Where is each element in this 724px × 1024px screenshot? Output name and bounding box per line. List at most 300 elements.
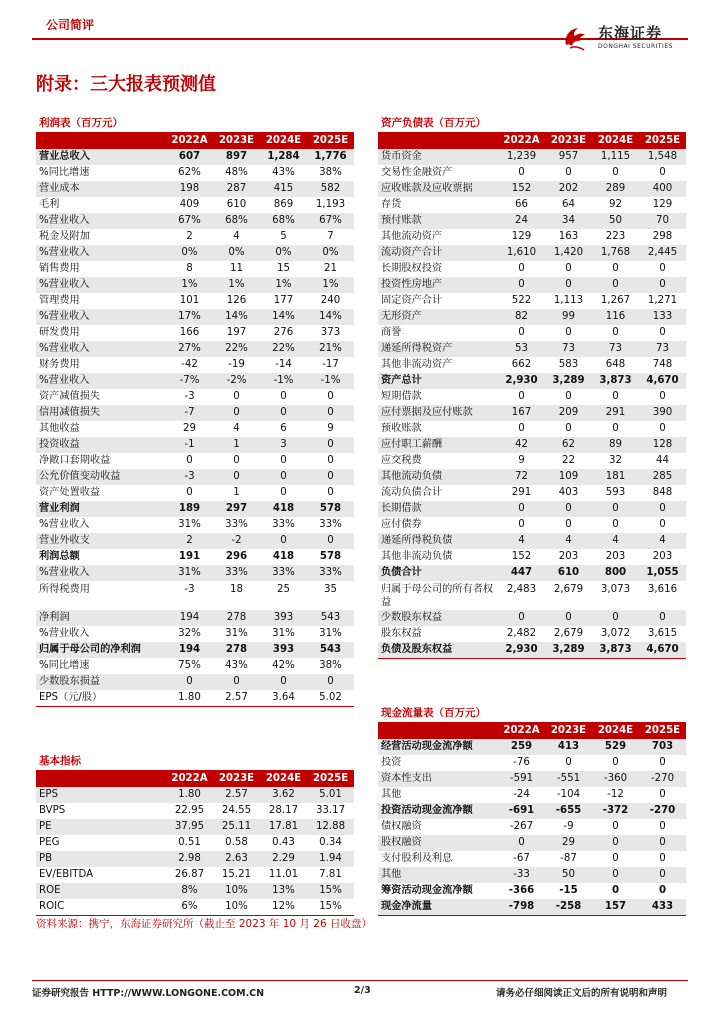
table-row (378, 755, 686, 771)
row-label: 现金净流量 (378, 899, 498, 916)
data-source-note: 资料来源：携宁，东海证券研究所（截止至 2023 年 10 月 26 日收盘） (36, 918, 372, 930)
cell-value: 33% (272, 518, 295, 530)
header-blank (378, 132, 498, 149)
cell-value: 33% (213, 565, 260, 581)
row-label: 应付票据及应付账款 (378, 405, 498, 421)
cell-value: 0 (260, 469, 307, 485)
cell-value: 1.80 (166, 787, 213, 803)
cell-value: 0 (307, 533, 354, 549)
cell-value: 10% (213, 899, 260, 916)
cell-value: 203 (605, 550, 626, 562)
table-row (36, 197, 354, 213)
column-header: 2024E (260, 132, 307, 149)
cell-value: 240 (320, 294, 341, 306)
cell-value: -551 (545, 771, 592, 787)
cell-value: 32 (609, 454, 622, 466)
cell-value: 4 (233, 230, 240, 242)
cell-value: -1% (307, 373, 354, 389)
column-header: 2022A (498, 132, 545, 149)
cell-value: 128 (639, 437, 686, 453)
table-row (36, 835, 354, 851)
cell-value: 403 (558, 486, 579, 498)
table-row (378, 771, 686, 787)
table-row (36, 453, 354, 469)
cell-value: 848 (652, 486, 673, 498)
cell-value: 42 (498, 437, 545, 453)
report-type-label: 公司简评 (46, 18, 95, 32)
page-title: 附录：三大报表预测值 (36, 74, 216, 95)
cell-value: 9 (518, 454, 525, 466)
cell-value: 75% (178, 659, 201, 671)
column-header: 2022A (166, 132, 213, 149)
cell-value: -42 (181, 358, 198, 370)
cell-value: 1,284 (260, 149, 307, 165)
table-row (378, 787, 686, 803)
row-label: %营业收入 (36, 277, 166, 293)
cell-value: 66 (515, 198, 528, 210)
cell-value: 400 (639, 181, 686, 197)
cell-value: 4 (592, 533, 639, 549)
cell-value: 25.11 (213, 819, 260, 835)
cell-value: 0 (233, 390, 240, 402)
cell-value: 12.88 (307, 819, 354, 835)
table-row (36, 261, 354, 277)
cell-value: -19 (228, 358, 245, 370)
table-row (378, 245, 686, 261)
cell-value: 67% (166, 213, 213, 229)
table-title-row (378, 705, 686, 722)
cell-value: 0 (612, 820, 619, 832)
row-label: 其他 (378, 867, 498, 883)
table-row (36, 899, 354, 916)
cell-value: 0 (186, 454, 193, 466)
row-label: ROIC (36, 899, 166, 916)
row-label: 固定资产合计 (381, 294, 443, 306)
cell-value: 33.17 (315, 804, 346, 816)
cell-value: 2.29 (260, 851, 307, 867)
cell-value: 0 (565, 166, 572, 178)
cell-value: 166 (179, 326, 200, 338)
cell-value: 0 (545, 501, 592, 517)
table-row (378, 341, 686, 357)
cell-value: -366 (508, 884, 535, 896)
cell-value: 7.81 (319, 868, 342, 880)
cell-value: 2,930 (498, 642, 545, 659)
cell-value: 10% (213, 883, 260, 899)
row-label: 预付账款 (378, 213, 498, 229)
cell-value: 3.64 (260, 690, 307, 707)
table-title-row (36, 115, 354, 132)
table-row (378, 517, 686, 533)
cell-value: 24.55 (221, 804, 252, 816)
table-row (378, 581, 686, 610)
cell-value: 0 (260, 533, 307, 549)
cell-value: 800 (592, 565, 639, 581)
table-row (378, 293, 686, 309)
cell-value: 116 (592, 309, 639, 325)
table-title: 利润表（百万元） (36, 115, 354, 132)
cell-value: 26.87 (174, 868, 205, 880)
row-label: %同比增速 (39, 166, 90, 178)
cell-value: 0 (612, 756, 619, 768)
cell-value: 0% (307, 245, 354, 261)
table-row (36, 658, 354, 674)
table-row (36, 181, 354, 197)
cell-value: 0 (659, 390, 666, 402)
cell-value: 1,768 (592, 245, 639, 261)
cell-value: 278 (213, 610, 260, 626)
table-row (378, 549, 686, 565)
balance-sheet-table (378, 115, 686, 659)
table-row (378, 835, 686, 851)
row-label: 投资活动现金流净额 (378, 803, 498, 819)
cell-value: 2,930 (498, 373, 545, 389)
cell-value: 37.95 (166, 819, 213, 835)
cell-value: 17% (166, 309, 213, 325)
cell-value: 3.62 (260, 787, 307, 803)
row-label: 财务费用 (39, 358, 80, 370)
cell-value: 4 (545, 533, 592, 549)
cell-value: 0 (545, 610, 592, 626)
row-label: EV/EBITDA (39, 868, 94, 880)
cell-value: 0 (327, 486, 334, 498)
cell-value: 70 (639, 213, 686, 229)
cell-value: 22% (213, 341, 260, 357)
cell-value: 53 (498, 341, 545, 357)
cell-value: 0 (639, 835, 686, 851)
cell-value: 15 (277, 262, 290, 274)
cell-value: 0 (545, 277, 592, 293)
cell-value: 259 (498, 739, 545, 755)
table-row (378, 165, 686, 181)
cell-value: 157 (592, 899, 639, 916)
cell-value: 0 (612, 262, 619, 274)
cell-value: 31% (166, 565, 213, 581)
cell-value: 415 (260, 181, 307, 197)
cell-value: 2,445 (639, 245, 686, 261)
table-row (36, 642, 354, 658)
cell-value: 62 (545, 437, 592, 453)
row-label: 资产处置收益 (39, 486, 101, 498)
cell-value: 0 (280, 390, 287, 402)
table-row (36, 674, 354, 690)
table-row (378, 501, 686, 517)
cell-value: 17.81 (260, 819, 307, 835)
footer-website: 证券研究报告 HTTP://WWW.LONGONE.COM.CN (32, 988, 265, 999)
table-row (378, 485, 686, 501)
column-header: 2025E (307, 132, 354, 149)
table-row (378, 277, 686, 293)
row-label: 营业外收支 (36, 533, 166, 549)
cell-value: 33% (260, 565, 307, 581)
table-row (36, 819, 354, 835)
table-row (378, 867, 686, 883)
cell-value: 5 (280, 230, 287, 242)
row-label: 管理费用 (39, 294, 80, 306)
cell-value: 2.98 (166, 851, 213, 867)
row-label: %营业收入 (36, 341, 166, 357)
cell-value: -9 (563, 820, 574, 832)
table-row (36, 803, 354, 819)
row-label: 应收账款及应收票据 (378, 181, 498, 197)
cell-value: 34 (545, 213, 592, 229)
row-label: %营业收入 (36, 373, 166, 389)
cell-value: 409 (179, 198, 200, 210)
row-label: %营业收入 (36, 213, 166, 229)
table-row (378, 389, 686, 405)
row-label: 递延所得税负债 (378, 533, 498, 549)
cell-value: 197 (226, 326, 247, 338)
table-row (36, 533, 354, 549)
cell-value: 0 (166, 674, 213, 690)
table-row (36, 485, 354, 501)
cell-value: 0 (659, 518, 666, 530)
cell-value: 209 (545, 405, 592, 421)
cell-value: -3 (184, 583, 195, 595)
row-label: PB (36, 851, 166, 867)
cell-value: 0 (639, 501, 686, 517)
column-header: 2022A (498, 722, 545, 739)
cell-value: 44 (656, 454, 669, 466)
column-header: 2024E (592, 132, 639, 149)
cell-value: 152 (511, 550, 532, 562)
cell-value: 0 (565, 326, 572, 338)
cell-value: 1% (307, 277, 354, 293)
row-label: 税金及附加 (39, 230, 90, 242)
cell-value: 163 (558, 230, 579, 242)
cell-value: 0 (659, 756, 666, 768)
row-label: 少数股东损益 (36, 674, 166, 690)
cell-value: 2,483 (506, 583, 537, 595)
cell-value: -67 (513, 852, 530, 864)
table-row (36, 405, 354, 421)
cell-value: 0 (658, 884, 667, 896)
cell-value: 522 (511, 294, 532, 306)
cell-value: 28.17 (268, 804, 299, 816)
row-label: 负债及股东权益 (378, 642, 498, 659)
table-row (36, 565, 354, 581)
cell-value: 7 (327, 230, 334, 242)
cell-value: -267 (509, 820, 534, 832)
cell-value: 82 (498, 309, 545, 325)
table-row (378, 739, 686, 755)
cell-value: 593 (605, 486, 626, 498)
table-row (378, 197, 686, 213)
cell-value: 278 (213, 642, 260, 658)
cell-value: -258 (545, 899, 592, 916)
cell-value: -24 (513, 788, 530, 800)
table-title: 资产负债表（百万元） (378, 115, 686, 132)
cell-value: 0 (498, 835, 545, 851)
cell-value: 0 (307, 469, 354, 485)
cell-value: 22% (260, 341, 307, 357)
row-label: 商誉 (381, 326, 402, 338)
cell-value: 0 (307, 405, 354, 421)
cell-value: 296 (225, 550, 248, 562)
cell-value: 9 (327, 422, 334, 434)
cell-value: 418 (272, 550, 295, 562)
cell-value: 1,610 (498, 245, 545, 261)
cell-value: 3,073 (600, 583, 631, 595)
row-label: 应交税费 (381, 454, 422, 466)
row-label: 其他流动资产 (381, 230, 443, 242)
cell-value: 287 (213, 181, 260, 197)
row-label: 归属于母公司的所有者权益 (381, 583, 494, 608)
row-label: 无形资产 (378, 309, 498, 325)
cell-value: 0 (565, 422, 572, 434)
row-label: 应付职工薪酬 (378, 437, 498, 453)
cell-value: 393 (260, 642, 307, 658)
row-label: EPS (36, 787, 166, 803)
row-label: 投资性房地产 (378, 277, 498, 293)
row-label: ROE (36, 883, 166, 899)
cell-value: 0.43 (272, 836, 295, 848)
column-header: 2023E (545, 132, 592, 149)
table-row (378, 421, 686, 437)
cell-value: 14% (307, 309, 354, 325)
row-label: %营业收入 (36, 309, 166, 325)
table-row (36, 213, 354, 229)
brand-logo (560, 18, 690, 58)
table-row (36, 277, 354, 293)
cell-value: 2.57 (213, 690, 260, 707)
table-header-row (36, 770, 354, 787)
table-row (36, 787, 354, 803)
cell-value: 31% (178, 518, 201, 530)
cell-value: 32% (178, 627, 201, 639)
cell-value: 2 (186, 230, 193, 242)
cell-value: 89 (592, 437, 639, 453)
table-row (36, 867, 354, 883)
cell-value: -3 (166, 469, 213, 485)
cell-value: 0 (612, 326, 619, 338)
cell-value: 0 (592, 867, 639, 883)
row-label: 投资 (381, 756, 402, 768)
cell-value: 22.95 (174, 804, 205, 816)
cell-value: 1,193 (315, 198, 346, 210)
cell-value: 64 (562, 198, 575, 210)
cell-value: 12% (260, 899, 307, 916)
row-label: 净利润 (36, 610, 166, 626)
cell-value: 0 (307, 437, 354, 453)
cell-value: 390 (639, 405, 686, 421)
cell-value: 0.51 (178, 836, 201, 848)
cell-value: 0 (659, 852, 666, 864)
cell-value: 24 (498, 213, 545, 229)
table-row (378, 405, 686, 421)
row-label: 利润总额 (39, 550, 80, 562)
cell-value: 15.21 (221, 868, 252, 880)
cell-value: 4 (639, 533, 686, 549)
table-title: 基本指标 (36, 753, 354, 770)
row-label: 资产减值损失 (39, 390, 101, 402)
row-label: 公允价值变动收益 (36, 469, 166, 485)
cell-value: 2,482 (506, 627, 537, 639)
cell-value: 2,679 (553, 627, 584, 639)
table-row (378, 565, 686, 581)
row-label: 毛利 (39, 198, 60, 210)
cell-value: 578 (319, 550, 342, 562)
cell-value: -76 (513, 756, 530, 768)
column-header: 2023E (213, 132, 260, 149)
row-label: 应付债券 (381, 518, 422, 530)
table-row (378, 149, 686, 165)
cell-value: 289 (592, 181, 639, 197)
cell-value: -655 (545, 803, 592, 819)
cell-value: 1,420 (545, 245, 592, 261)
cell-value: 43% (225, 659, 248, 671)
row-label: %营业收入 (36, 245, 166, 261)
cell-value: 662 (511, 358, 532, 370)
cell-value: 0 (327, 390, 334, 402)
cell-value: -360 (592, 771, 639, 787)
cell-value: 607 (166, 149, 213, 165)
table-row (36, 165, 354, 181)
cell-value: 0 (213, 405, 260, 421)
table-row (36, 373, 354, 389)
cell-value: 62% (178, 166, 201, 178)
cell-value: 33% (307, 565, 354, 581)
cell-value: -372 (592, 803, 639, 819)
cell-value: 29 (183, 422, 196, 434)
cell-value: 202 (545, 181, 592, 197)
cell-value: 298 (652, 230, 673, 242)
cell-value: 0.58 (225, 836, 248, 848)
footer-disclaimer: 请务必仔细阅读正文后的所有说明和声明 (496, 988, 668, 999)
cell-value: 0 (498, 610, 545, 626)
cell-value: 4,670 (639, 373, 686, 389)
table-row (36, 421, 354, 437)
cell-value: 0 (565, 518, 572, 530)
cell-value: 0 (260, 674, 307, 690)
table-row (378, 453, 686, 469)
table-row (36, 149, 354, 165)
cell-value: 0.34 (319, 836, 342, 848)
table-row (36, 325, 354, 341)
row-label: 投资收益 (36, 437, 166, 453)
table-row (36, 581, 354, 610)
cell-value: 0 (565, 262, 572, 274)
table-row (378, 261, 686, 277)
cell-value: 3 (260, 437, 307, 453)
row-label: 递延所得税资产 (378, 341, 498, 357)
table-header-row (378, 722, 686, 739)
cell-value: 0 (327, 454, 334, 466)
cell-value: -270 (639, 803, 686, 819)
cell-value: 198 (166, 181, 213, 197)
cell-value: 5.01 (307, 787, 354, 803)
column-header: 2023E (545, 722, 592, 739)
cell-value: 0 (518, 166, 525, 178)
cell-value: -270 (639, 771, 686, 787)
row-label: 营业总收入 (36, 149, 166, 165)
cell-value: 21 (324, 262, 337, 274)
table-row (378, 642, 686, 659)
column-header: 2024E (260, 770, 307, 787)
brand-name-cn: 东海证券 (598, 24, 663, 42)
cell-value: -1 (166, 437, 213, 453)
cell-value: 33% (319, 518, 342, 530)
cell-value: 0 (233, 454, 240, 466)
cell-value: 14% (260, 309, 307, 325)
cell-value: 3,873 (592, 642, 639, 659)
row-label: PE (36, 819, 166, 835)
cell-value: 2.63 (213, 851, 260, 867)
table-row (378, 181, 686, 197)
cell-value: 0 (612, 422, 619, 434)
row-label: 流动负债合计 (381, 486, 443, 498)
table-row (378, 437, 686, 453)
